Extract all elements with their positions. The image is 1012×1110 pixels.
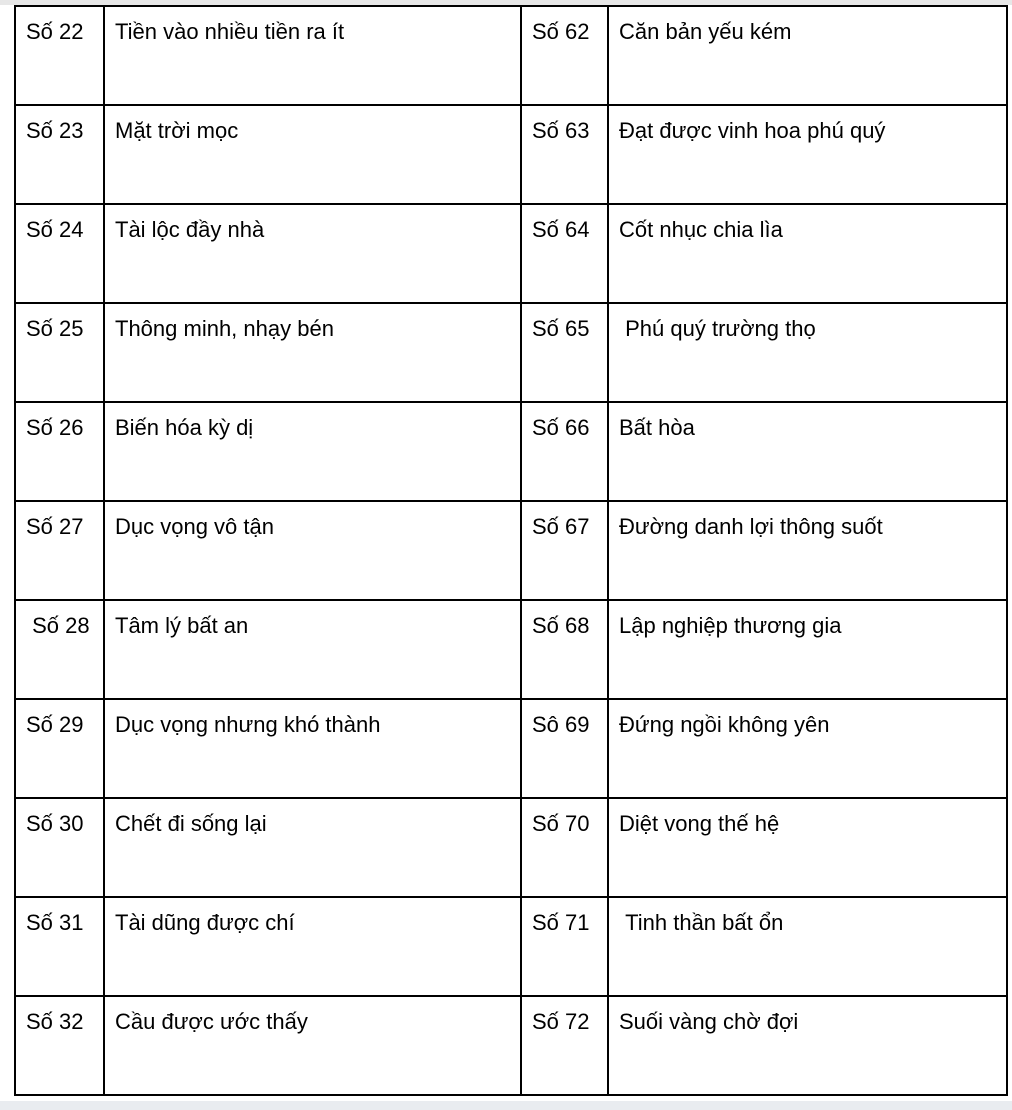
meaning-cell-right: Đứng ngồi không yên bbox=[608, 699, 1007, 798]
number-cell-left: Số 26 bbox=[15, 402, 104, 501]
meaning-cell-right: Cốt nhục chia lìa bbox=[608, 204, 1007, 303]
number-cell-right: Số 64 bbox=[521, 204, 608, 303]
meaning-cell-left: Thông minh, nhạy bén bbox=[104, 303, 521, 402]
meaning-cell-right: Phú quý trường thọ bbox=[608, 303, 1007, 402]
page-bottom-strip bbox=[0, 1101, 1012, 1110]
number-cell-right: Số 63 bbox=[521, 105, 608, 204]
number-cell-right: Số 71 bbox=[521, 897, 608, 996]
meaning-cell-right: Đạt được vinh hoa phú quý bbox=[608, 105, 1007, 204]
number-cell-left: Số 22 bbox=[15, 6, 104, 105]
meaning-cell-left: Tài lộc đầy nhà bbox=[104, 204, 521, 303]
table-row bbox=[15, 303, 1007, 402]
meaning-cell-left: Tiền vào nhiều tiền ra ít bbox=[104, 6, 521, 105]
number-cell-right: Số 62 bbox=[521, 6, 608, 105]
table-row bbox=[15, 402, 1007, 501]
number-cell-left: Số 31 bbox=[15, 897, 104, 996]
meaning-cell-right: Lập nghiệp thương gia bbox=[608, 600, 1007, 699]
table-body bbox=[15, 6, 1007, 1095]
table-row bbox=[15, 600, 1007, 699]
number-cell-right: Sô 69 bbox=[521, 699, 608, 798]
number-cell-left: Số 24 bbox=[15, 204, 104, 303]
meaning-cell-right: Đường danh lợi thông suốt bbox=[608, 501, 1007, 600]
number-cell-left: Số 27 bbox=[15, 501, 104, 600]
meaning-cell-right: Bất hòa bbox=[608, 402, 1007, 501]
number-cell-left: Số 29 bbox=[15, 699, 104, 798]
meaning-cell-right: Tinh thần bất ổn bbox=[608, 897, 1007, 996]
table-row bbox=[15, 6, 1007, 105]
meaning-cell-right: Diệt vong thế hệ bbox=[608, 798, 1007, 897]
number-cell-right: Số 67 bbox=[521, 501, 608, 600]
number-cell-right: Số 65 bbox=[521, 303, 608, 402]
number-cell-right: Số 70 bbox=[521, 798, 608, 897]
fortune-meanings-table bbox=[14, 5, 1008, 1096]
table-row bbox=[15, 105, 1007, 204]
meaning-cell-right: Suối vàng chờ đợi bbox=[608, 996, 1007, 1095]
meaning-cell-left: Cầu được ước thấy bbox=[104, 996, 521, 1095]
meaning-cell-left: Mặt trời mọc bbox=[104, 105, 521, 204]
number-cell-right: Số 66 bbox=[521, 402, 608, 501]
meaning-cell-left: Tâm lý bất an bbox=[104, 600, 521, 699]
table-row bbox=[15, 996, 1007, 1095]
number-cell-left: Số 30 bbox=[15, 798, 104, 897]
meaning-cell-right: Căn bản yếu kém bbox=[608, 6, 1007, 105]
meaning-cell-left: Biến hóa kỳ dị bbox=[104, 402, 521, 501]
number-cell-left: Số 28 bbox=[15, 600, 104, 699]
table-row bbox=[15, 897, 1007, 996]
number-cell-left: Số 25 bbox=[15, 303, 104, 402]
meaning-cell-left: Dục vọng nhưng khó thành bbox=[104, 699, 521, 798]
meaning-cell-left: Dục vọng vô tận bbox=[104, 501, 521, 600]
number-cell-right: Số 72 bbox=[521, 996, 608, 1095]
table-row bbox=[15, 204, 1007, 303]
table-row bbox=[15, 798, 1007, 897]
number-cell-left: Số 23 bbox=[15, 105, 104, 204]
number-cell-left: Số 32 bbox=[15, 996, 104, 1095]
meaning-cell-left: Tài dũng được chí bbox=[104, 897, 521, 996]
meaning-cell-left: Chết đi sống lại bbox=[104, 798, 521, 897]
number-cell-right: Số 68 bbox=[521, 600, 608, 699]
table-row bbox=[15, 501, 1007, 600]
table-row bbox=[15, 699, 1007, 798]
